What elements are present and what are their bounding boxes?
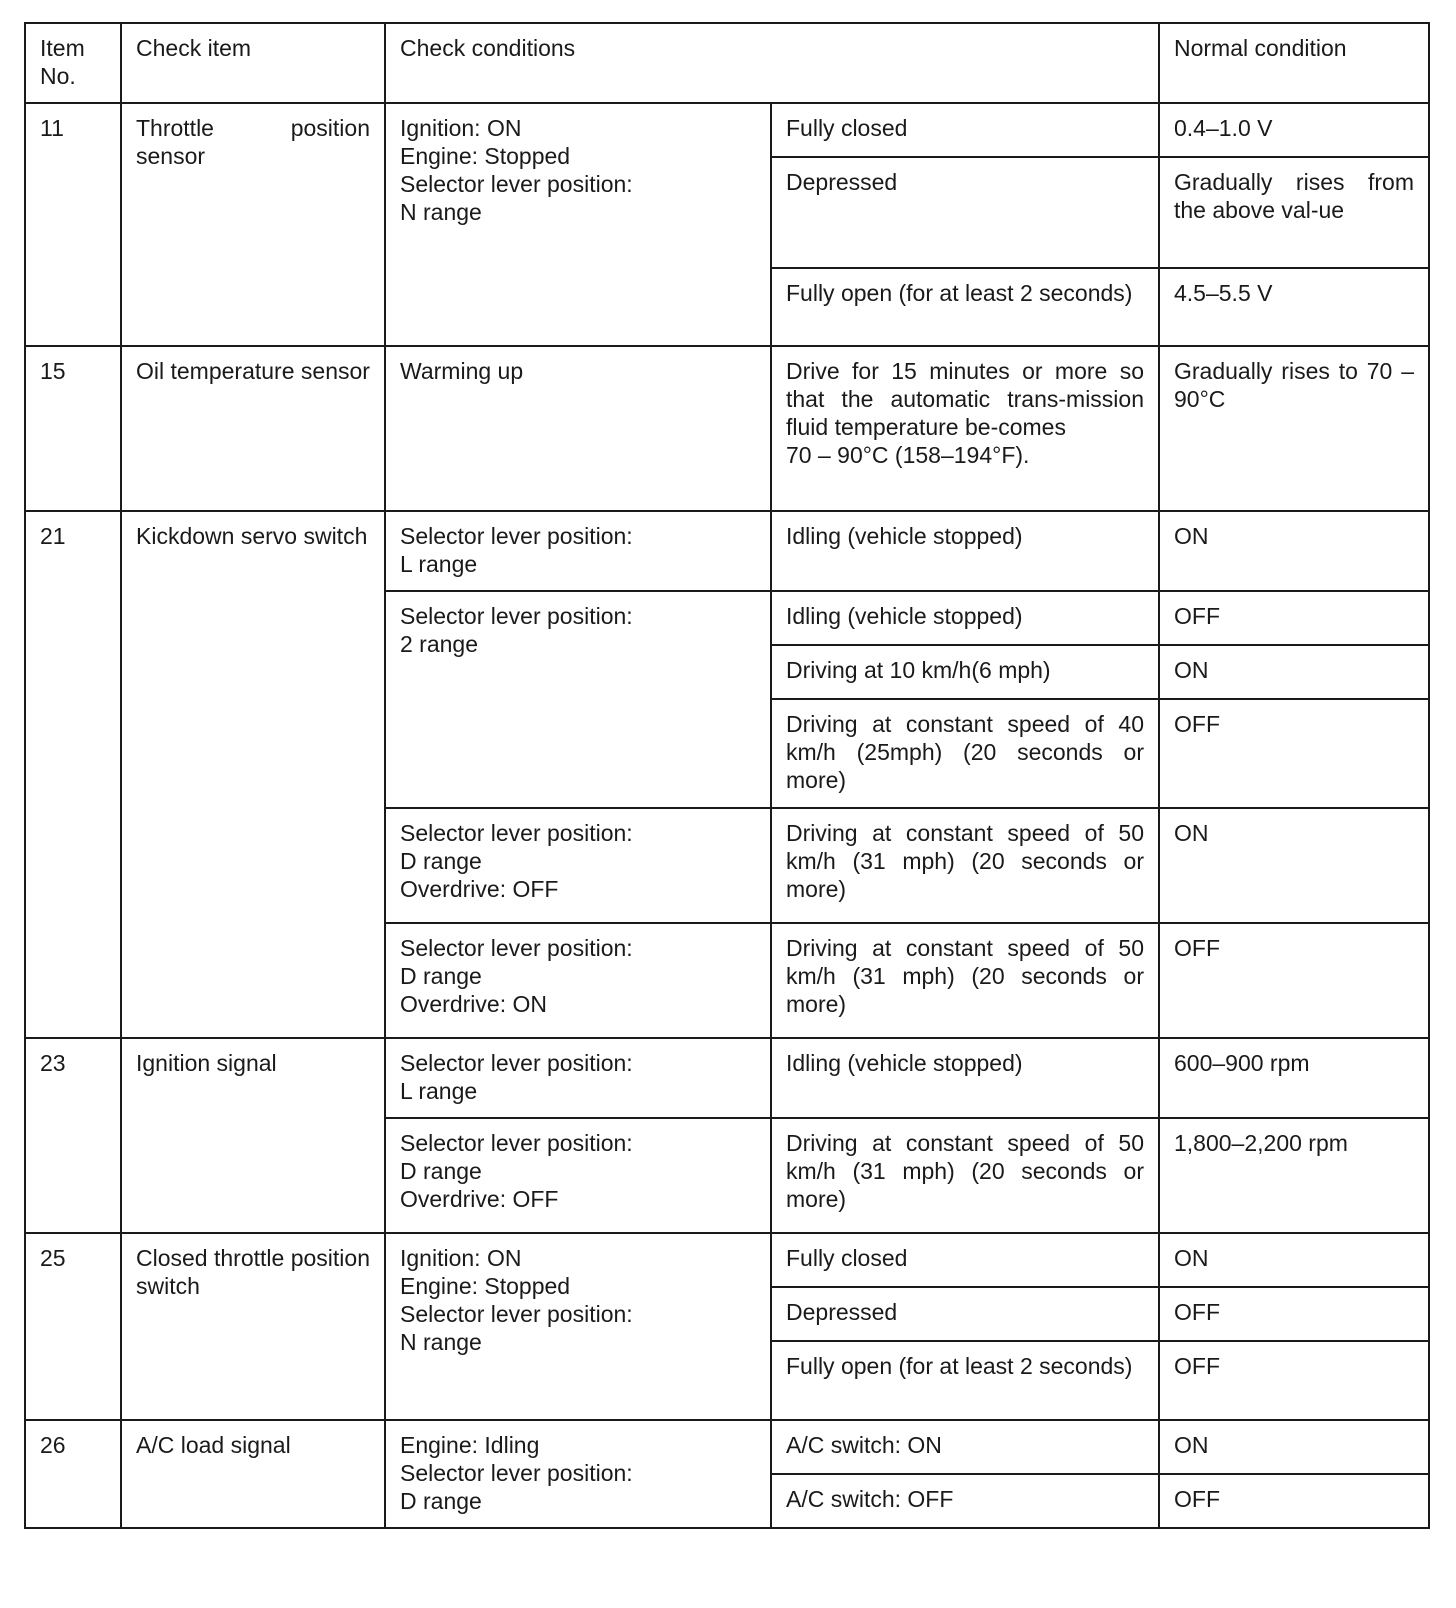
condition-21-d-off: Selector lever position: D range Overdrive: OFF (385, 808, 771, 923)
table-row (25, 511, 1429, 591)
sub-condition: Fully open (for at least 2 seconds) (771, 1341, 1159, 1420)
sub-condition: Depressed (771, 1287, 1159, 1341)
normal-condition: ON (1159, 645, 1429, 699)
table-row (25, 346, 1429, 511)
check-item-21: Kickdown servo switch (121, 511, 385, 1038)
sub-condition: Driving at constant speed of 50 km/h (31 mph) (20 seconds or more) (771, 1118, 1159, 1233)
header-normal-condition: Normal condition (1159, 23, 1429, 103)
normal-condition: 600–900 rpm (1159, 1038, 1429, 1118)
table-row (25, 103, 1429, 157)
condition-21-d-on: Selector lever position: D range Overdrive: ON (385, 923, 771, 1038)
item-no-23: 23 (25, 1038, 121, 1233)
condition-21-l: Selector lever position: L range (385, 511, 771, 591)
normal-condition: 4.5–5.5 V (1159, 268, 1429, 346)
item-no-21: 21 (25, 511, 121, 1038)
sub-condition: Fully closed (771, 103, 1159, 157)
condition-15: Warming up (385, 346, 771, 511)
table-row (25, 1420, 1429, 1474)
condition-23-d: Selector lever position: D range Overdrive: OFF (385, 1118, 771, 1233)
normal-condition: ON (1159, 808, 1429, 923)
normal-condition: 1,800–2,200 rpm (1159, 1118, 1429, 1233)
header-item-no: Item No. (25, 23, 121, 103)
item-no-25: 25 (25, 1233, 121, 1420)
sub-condition: Idling (vehicle stopped) (771, 1038, 1159, 1118)
sub-condition: A/C switch: OFF (771, 1474, 1159, 1528)
condition-25: Ignition: ON Engine: Stopped Selector lever position: N range (385, 1233, 771, 1420)
header-check-item: Check item (121, 23, 385, 103)
sub-condition: Driving at constant speed of 50 km/h (31 mph) (20 seconds or more) (771, 923, 1159, 1038)
sub-condition: Idling (vehicle stopped) (771, 591, 1159, 645)
sub-condition: Idling (vehicle stopped) (771, 511, 1159, 591)
condition-26: Engine: Idling Selector lever position: D range (385, 1420, 771, 1528)
normal-condition: OFF (1159, 591, 1429, 645)
check-table (24, 22, 1430, 1529)
item-no-11: 11 (25, 103, 121, 346)
sub-condition: A/C switch: ON (771, 1420, 1159, 1474)
normal-condition: OFF (1159, 1474, 1429, 1528)
sub-condition: Drive for 15 minutes or more so that the automatic trans-mission fluid temperature be-comes 70 – 90°C (158–194°F). (771, 346, 1159, 511)
condition-23-l: Selector lever position: L range (385, 1038, 771, 1118)
item-no-26: 26 (25, 1420, 121, 1528)
normal-condition: OFF (1159, 699, 1429, 808)
normal-condition: OFF (1159, 1287, 1429, 1341)
table-row (25, 1233, 1429, 1287)
check-item-25: Closed throttle position switch (121, 1233, 385, 1420)
sub-condition: Driving at constant speed of 50 km/h (31 mph) (20 seconds or more) (771, 808, 1159, 923)
header-check-conditions: Check conditions (385, 23, 1159, 103)
check-item-11: Throttle position sensor (121, 103, 385, 346)
sub-condition: Driving at 10 km/h(6 mph) (771, 645, 1159, 699)
normal-condition: ON (1159, 1420, 1429, 1474)
sub-condition: Fully open (for at least 2 seconds) (771, 268, 1159, 346)
item-no-15: 15 (25, 346, 121, 511)
normal-condition: ON (1159, 511, 1429, 591)
normal-condition: Gradually rises from the above val-ue (1159, 157, 1429, 268)
normal-condition: 0.4–1.0 V (1159, 103, 1429, 157)
table-header-row (25, 23, 1429, 103)
condition-11: Ignition: ON Engine: Stopped Selector lever position: N range (385, 103, 771, 346)
check-item-15: Oil temperature sensor (121, 346, 385, 511)
check-item-23: Ignition signal (121, 1038, 385, 1233)
normal-condition: ON (1159, 1233, 1429, 1287)
table-row (25, 1038, 1429, 1118)
sub-condition: Depressed (771, 157, 1159, 268)
condition-21-2: Selector lever position: 2 range (385, 591, 771, 808)
normal-condition: OFF (1159, 1341, 1429, 1420)
check-item-26: A/C load signal (121, 1420, 385, 1528)
normal-condition: Gradually rises to 70 – 90°C (1159, 346, 1429, 511)
sub-condition: Driving at constant speed of 40 km/h (25mph) (20 seconds or more) (771, 699, 1159, 808)
normal-condition: OFF (1159, 923, 1429, 1038)
sub-condition: Fully closed (771, 1233, 1159, 1287)
